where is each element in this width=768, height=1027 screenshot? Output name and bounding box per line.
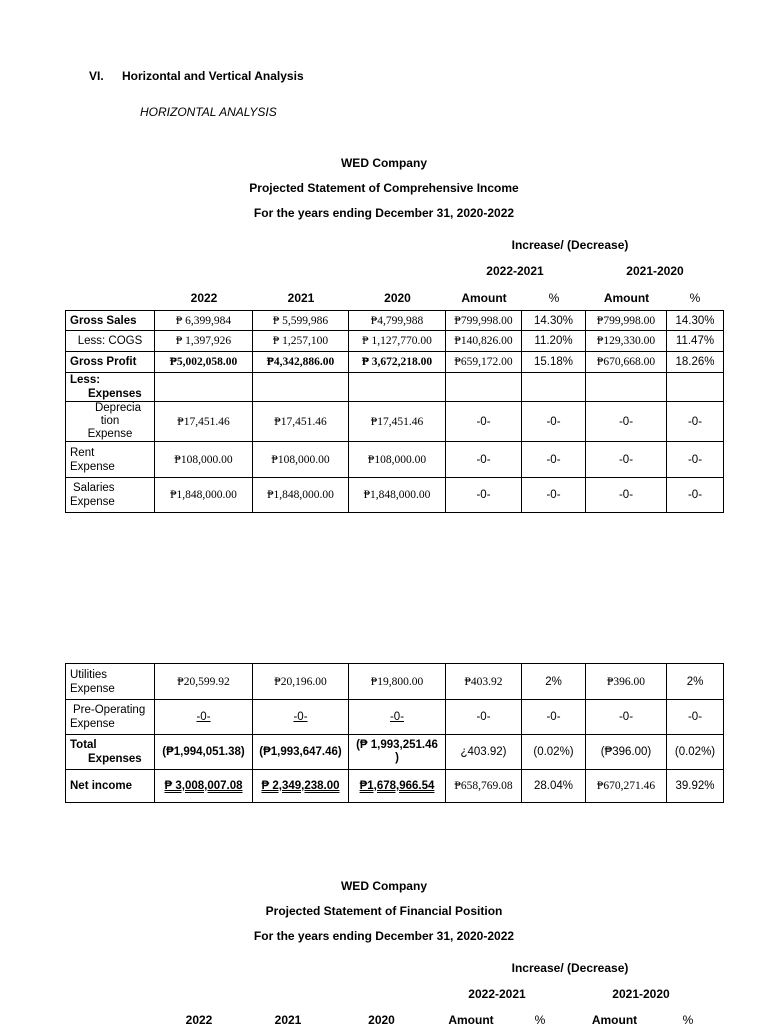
cell-pct-1: 28.04%: [522, 770, 586, 803]
section-title: Horizontal and Vertical Analysis: [122, 69, 304, 83]
cell-pct-1: 15.18%: [522, 352, 586, 373]
row-label-line-1: Rent: [70, 446, 95, 459]
cell-amount-2: ₱670,271.46: [586, 770, 667, 803]
position-col-pct-2: %: [682, 1013, 694, 1027]
cell-2022: ₱108,000.00: [155, 442, 253, 478]
income-company: WED Company: [340, 156, 427, 170]
cell-2022: ₱ 3,008,007.08: [155, 770, 253, 803]
row-label: Gross Profit: [66, 352, 155, 373]
row-label-line-2: Expense: [70, 496, 115, 508]
table-row: [66, 664, 724, 700]
position-col-amount-1: Amount: [448, 1013, 494, 1027]
row-label: Gross Sales: [66, 311, 155, 331]
cell-2021: ₱ 1,257,100: [253, 331, 349, 352]
cell-pct-1: -0-: [522, 478, 586, 513]
cell-pct-2: 2%: [667, 664, 724, 700]
table-row: [66, 311, 724, 331]
income-table-1: [65, 310, 724, 513]
income-col-2021: 2021: [287, 291, 315, 305]
cell-pct-1: 14.30%: [522, 311, 586, 331]
cell-pct-1: -0-: [522, 402, 586, 442]
cell-pct-2: -0-: [667, 700, 724, 735]
cell-pct-2: 14.30%: [667, 311, 724, 331]
cell-amount-1: ₱403.92: [446, 664, 522, 700]
cell-2020: ₱17,451.46: [349, 402, 446, 442]
row-label-line-2: Expense: [70, 682, 115, 695]
cell-2020-line-1: (₱ 1,993,251.46: [356, 739, 438, 751]
row-label: Less: COGS: [66, 331, 155, 352]
cell-2020: -0-: [349, 700, 446, 735]
cell-2022: (₱1,994,051.38): [155, 735, 253, 770]
cell-pct-2: -0-: [667, 442, 724, 478]
cell-amount-2: ₱799,998.00: [586, 311, 667, 331]
cell-amount-1: ₱658,769.08: [446, 770, 522, 803]
section-number: VI.: [89, 69, 104, 83]
table-row: [66, 402, 724, 442]
table-row: [66, 735, 724, 770]
position-col-amount-2: Amount: [591, 1013, 638, 1027]
table-row: [66, 352, 724, 373]
cell-2020: ₱108,000.00: [349, 442, 446, 478]
income-increase-label: Increase/ (Decrease): [511, 238, 629, 252]
row-label-line-1: Pre-Operating: [73, 704, 146, 716]
position-title: Projected Statement of Financial Position: [265, 904, 503, 918]
row-label-line-1: Less:: [70, 374, 101, 386]
cell-2020: ₱4,799,988: [349, 311, 446, 331]
income-col-2020: 2020: [384, 291, 411, 305]
cell-2021: ₱4,342,886.00: [253, 352, 349, 373]
cell-2020: ₱1,848,000.00: [349, 478, 446, 513]
row-label: [66, 478, 155, 513]
cell-amount-2: ₱396.00: [586, 664, 667, 700]
position-col-2022: 2022: [185, 1013, 213, 1027]
row-label-line-2: tion: [100, 415, 120, 427]
row-label: [66, 664, 155, 700]
section-subtitle: HORIZONTAL ANALYSIS: [140, 105, 277, 119]
row-label-line-2: Expenses: [88, 753, 142, 765]
position-period: For the years ending December 31, 2020-2022: [253, 929, 515, 943]
cell-2022: ₱ 6,399,984: [155, 311, 253, 331]
position-col-2021: 2021: [274, 1013, 302, 1027]
cell-2021: (₱1,993,647.46): [253, 735, 349, 770]
row-label: [66, 442, 155, 478]
cell-amount-2: ₱670,668.00: [586, 352, 667, 373]
cell-amount-1: -0-: [446, 402, 522, 442]
row-label-line-1: Utilities: [70, 668, 108, 681]
cell-2020: ₱ 3,672,218.00: [349, 352, 446, 373]
row-label: [66, 373, 155, 402]
income-col-amount-2: Amount: [603, 291, 650, 305]
table-row: [66, 700, 724, 735]
table-row: [66, 331, 724, 352]
position-range-2: 2021-2020: [612, 987, 670, 1001]
cell-2021: ₱ 5,599,986: [253, 311, 349, 331]
income-table-2: [65, 663, 724, 803]
income-col-pct-2: %: [689, 291, 701, 305]
row-label-line-3: Expense: [87, 428, 133, 440]
cell-2021: ₱ 2,349,238.00: [253, 770, 349, 803]
table-row: [66, 478, 724, 513]
income-period: For the years ending December 31, 2020-2022: [253, 206, 515, 220]
table-row: [66, 770, 724, 803]
table-row: [66, 373, 724, 402]
cell-amount-1: ₱799,998.00: [446, 311, 522, 331]
cell-pct-2: -0-: [667, 478, 724, 513]
cell-pct-1: 11.20%: [522, 331, 586, 352]
cell-2022: ₱17,451.46: [155, 402, 253, 442]
cell-pct-2: 11.47%: [667, 331, 724, 352]
cell-amount-1: ₱140,826.00: [446, 331, 522, 352]
cell-pct-2: -0-: [667, 402, 724, 442]
income-col-amount-1: Amount: [461, 291, 507, 305]
row-label-line-1: Deprecia: [94, 402, 142, 414]
cell-amount-1: ₱659,172.00: [446, 352, 522, 373]
cell-2020: ₱1,678,966.54: [349, 770, 446, 803]
cell-pct-1: 2%: [522, 664, 586, 700]
cell-2021: ₱1,848,000.00: [253, 478, 349, 513]
cell-pct-1: (0.02%): [522, 735, 586, 770]
cell-amount-1: -0-: [446, 700, 522, 735]
cell-2020: ₱ 1,127,770.00: [349, 331, 446, 352]
income-title: Projected Statement of Comprehensive Income: [249, 181, 519, 195]
income-range-2: 2021-2020: [626, 264, 684, 278]
cell-amount-1: -0-: [446, 478, 522, 513]
row-label-line-1: Total: [70, 739, 97, 751]
row-label-line-2: Expense: [70, 460, 115, 473]
position-col-pct-1: %: [534, 1013, 546, 1027]
cell-pct-1: -0-: [522, 700, 586, 735]
row-label-line-2: Expense: [70, 718, 115, 730]
income-col-2022: 2022: [190, 291, 218, 305]
cell-pct-2: 39.92%: [667, 770, 724, 803]
cell-pct-2: 18.26%: [667, 352, 724, 373]
cell-2020: ₱19,800.00: [349, 664, 446, 700]
table-row: [66, 442, 724, 478]
cell-2021: ₱20,196.00: [253, 664, 349, 700]
cell-2022: ₱20,599.92: [155, 664, 253, 700]
income-range-1: 2022-2021: [486, 264, 544, 278]
cell-2020-line-2: ): [395, 752, 399, 764]
cell-2021: -0-: [253, 700, 349, 735]
row-label: [66, 402, 155, 442]
cell-2021: ₱108,000.00: [253, 442, 349, 478]
position-increase-label: Increase/ (Decrease): [511, 961, 629, 975]
row-label: [66, 700, 155, 735]
row-label-line-2: Expenses: [88, 388, 142, 400]
cell-amount-2: -0-: [586, 478, 667, 513]
cell-amount-2: -0-: [586, 442, 667, 478]
cell-2021: ₱17,451.46: [253, 402, 349, 442]
cell-2022: -0-: [155, 700, 253, 735]
cell-pct-2: (0.02%): [667, 735, 724, 770]
position-company: WED Company: [340, 879, 427, 893]
cell-amount-2: ₱129,330.00: [586, 331, 667, 352]
income-col-pct-1: %: [548, 291, 560, 305]
cell-amount-1: -0-: [446, 442, 522, 478]
row-label: [66, 735, 155, 770]
cell-2022: ₱1,848,000.00: [155, 478, 253, 513]
cell-amount-2: -0-: [586, 402, 667, 442]
cell-amount-1: ¿403.92): [446, 735, 522, 770]
position-col-2020: 2020: [368, 1013, 395, 1027]
row-label-line-1: Salaries: [73, 482, 115, 494]
cell-2022: ₱5,002,058.00: [155, 352, 253, 373]
cell-amount-2: (₱396.00): [586, 735, 667, 770]
cell-2020: [349, 735, 446, 770]
cell-pct-1: -0-: [522, 442, 586, 478]
row-label: Net income: [66, 770, 155, 803]
cell-amount-2: -0-: [586, 700, 667, 735]
cell-2022: ₱ 1,397,926: [155, 331, 253, 352]
position-range-1: 2022-2021: [468, 987, 526, 1001]
